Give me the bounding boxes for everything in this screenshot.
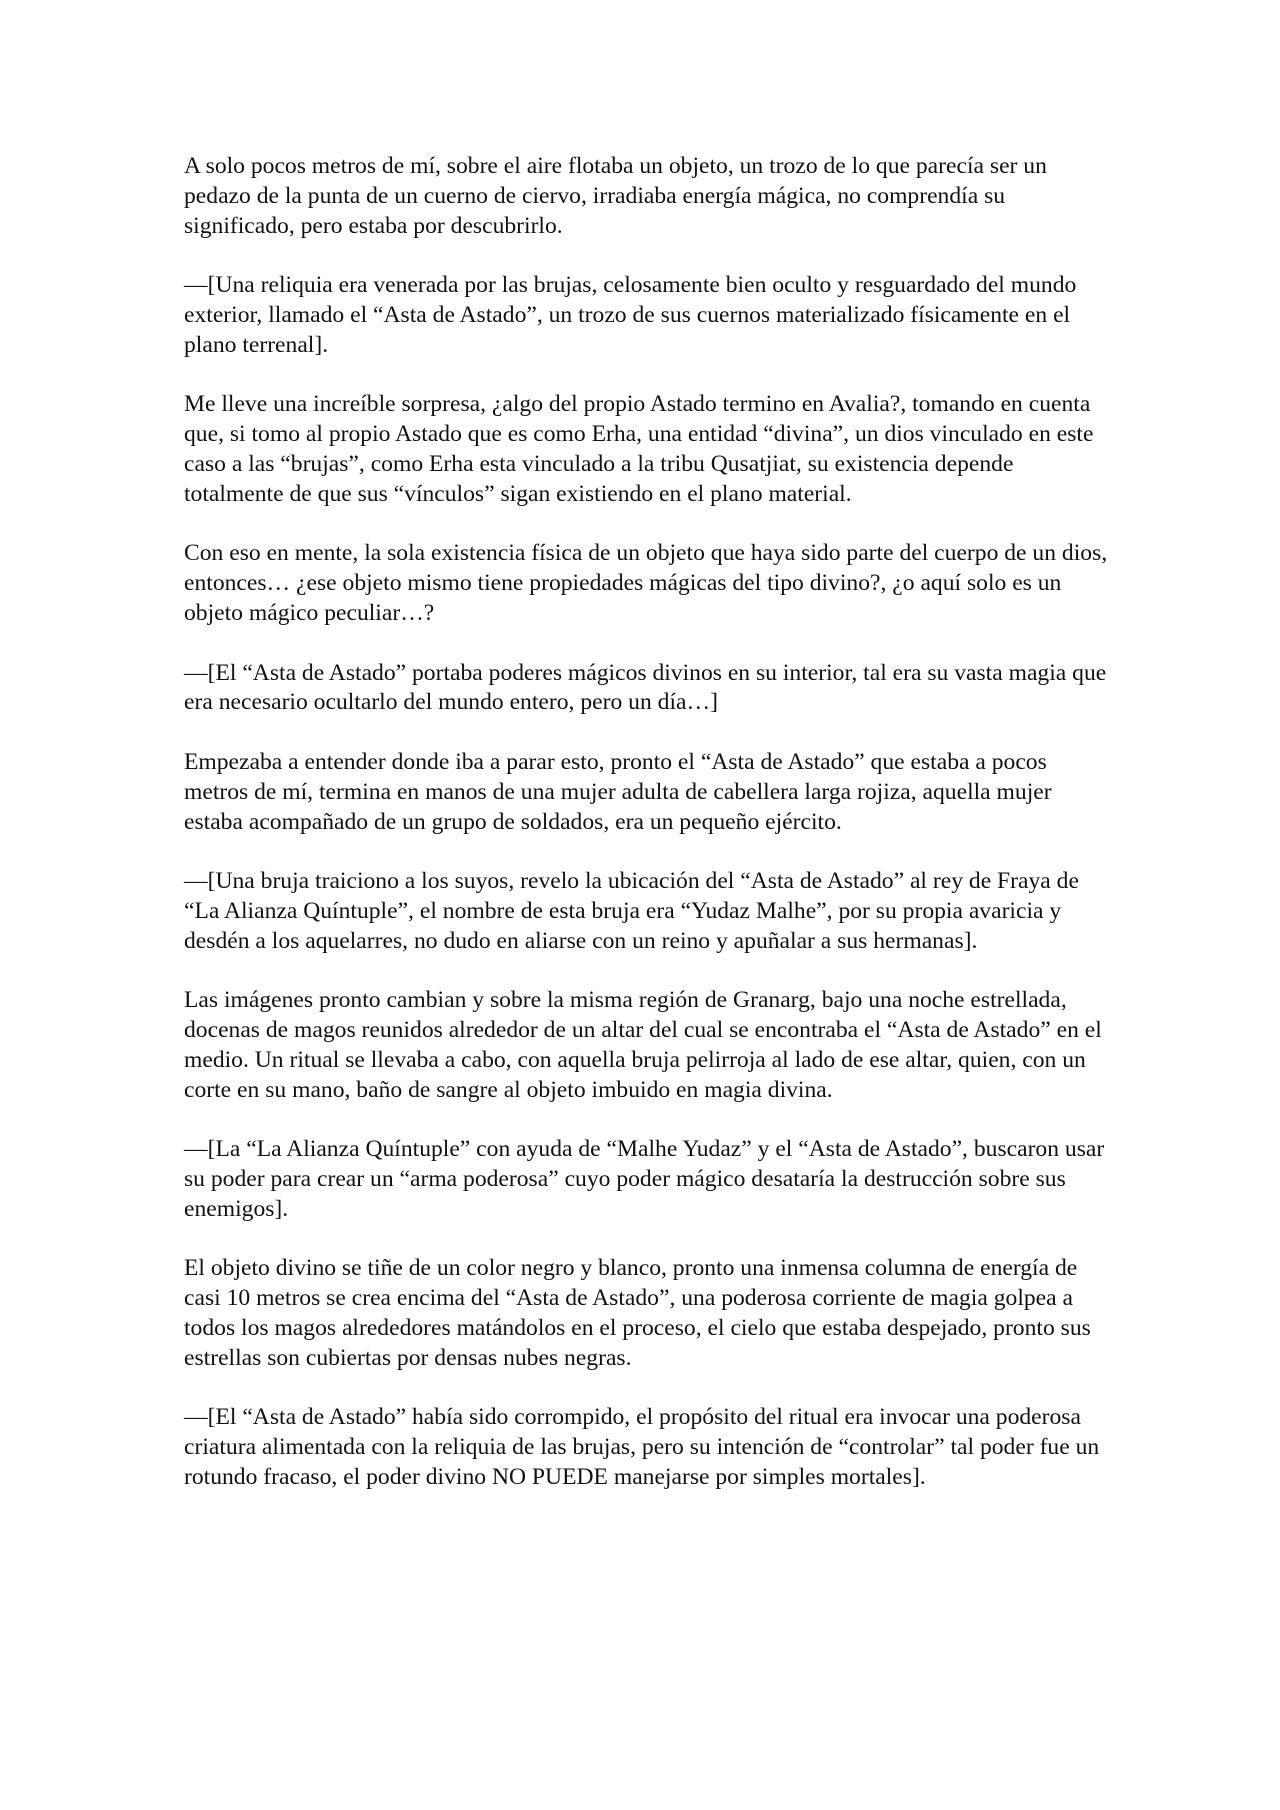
paragraph: —[La “La Alianza Quíntuple” con ayuda de “Malhe Yudaz” y el “Asta de Astado”, buscaron usar su poder para crear un “arma poderosa” cuyo poder mágico desataría la destrucción sobre sus enemigos]. xyxy=(184,1136,1105,1222)
paragraph: —[El “Asta de Astado” portaba poderes mágicos divinos en su interior, tal era su vasta magia que era necesario ocultarlo del mundo entero, pero un día…] xyxy=(184,659,1107,716)
paragraph: El objeto divino se tiñe de un color negro y blanco, pronto una inmensa columna de energía de casi 10 metros se crea encima del “Asta de Astado”, una poderosa corriente de magia golpea a todos los magos alrededores matándolos en el proceso, el cielo que estaba despejado, pronto sus estrellas son cubiertas por densas nubes negras. xyxy=(184,1255,1091,1371)
paragraph: Empezaba a entender donde iba a parar esto, pronto el “Asta de Astado” que estaba a pocos metros de mí, termina en manos de una mujer adulta de cabellera larga rojiza, aquella mujer estaba acompañado de un grupo de soldados, era un pequeño ejército. xyxy=(184,748,1052,835)
paragraph: —[Una bruja traiciono a los suyos, revelo la ubicación del “Asta de Astado” al rey de Fraya de “La Alianza Quíntuple”, el nombre de esta bruja era “Yudaz Malhe”, por su propia avaricia y desdén a los aquelarres, no dudo en aliarse con un reino y apuñalar a sus hermanas]. xyxy=(184,868,1079,954)
paragraph: Con eso en mente, la sola existencia física de un objeto que haya sido parte del cuerpo de un dios, entonces… ¿ese objeto mismo tiene propiedades mágicas del tipo divino?, ¿o aquí solo es un objeto mágico peculiar…? xyxy=(184,540,1108,626)
paragraph: A solo pocos metros de mí, sobre el aire flotaba un objeto, un trozo de lo que parecía ser un pedazo de la punta de un cuerno de ciervo, irradiaba energía mágica, no comprendía su significado, pero estaba por descubrirlo. xyxy=(184,153,1047,239)
paragraph: —[El “Asta de Astado” había sido corrompido, el propósito del ritual era invocar una poderosa criatura alimentada con la reliquia de las brujas, pero su intención de “controlar” tal poder fue un rotundo fracaso, el poder divino NO PUEDE manejarse por simples mortales]. xyxy=(184,1404,1100,1491)
paragraph: Las imágenes pronto cambian y sobre la misma región de Granarg, bajo una noche estrellada, docenas de magos reunidos alrededor de un altar del cual se encontraba el “Asta de Astado” en el medio. Un ritual se llevaba a cabo, con aquella bruja pelirroja al lado de ese altar, quien, con un corte en su mano, baño de sangre al objeto imbuido en magia divina. xyxy=(184,987,1102,1103)
document-page xyxy=(184,152,1114,1523)
paragraph: Me lleve una increíble sorpresa, ¿algo del propio Astado termino en Avalia?, tomando en cuenta que, si tomo al propio Astado que es como Erha, una entidad “divina”, un dios vinculado en este caso a las “brujas”, como Erha esta vinculado a la tribu Qusatjiat, su existencia depende totalmente de que sus “vínculos” sigan existiendo en el plano material. xyxy=(184,391,1094,507)
paragraph: —[Una reliquia era venerada por las brujas, celosamente bien oculto y resguardado del mundo exterior, llamado el “Asta de Astado”, un trozo de sus cuernos materializado físicamente en el plano terrenal]. xyxy=(184,272,1077,358)
